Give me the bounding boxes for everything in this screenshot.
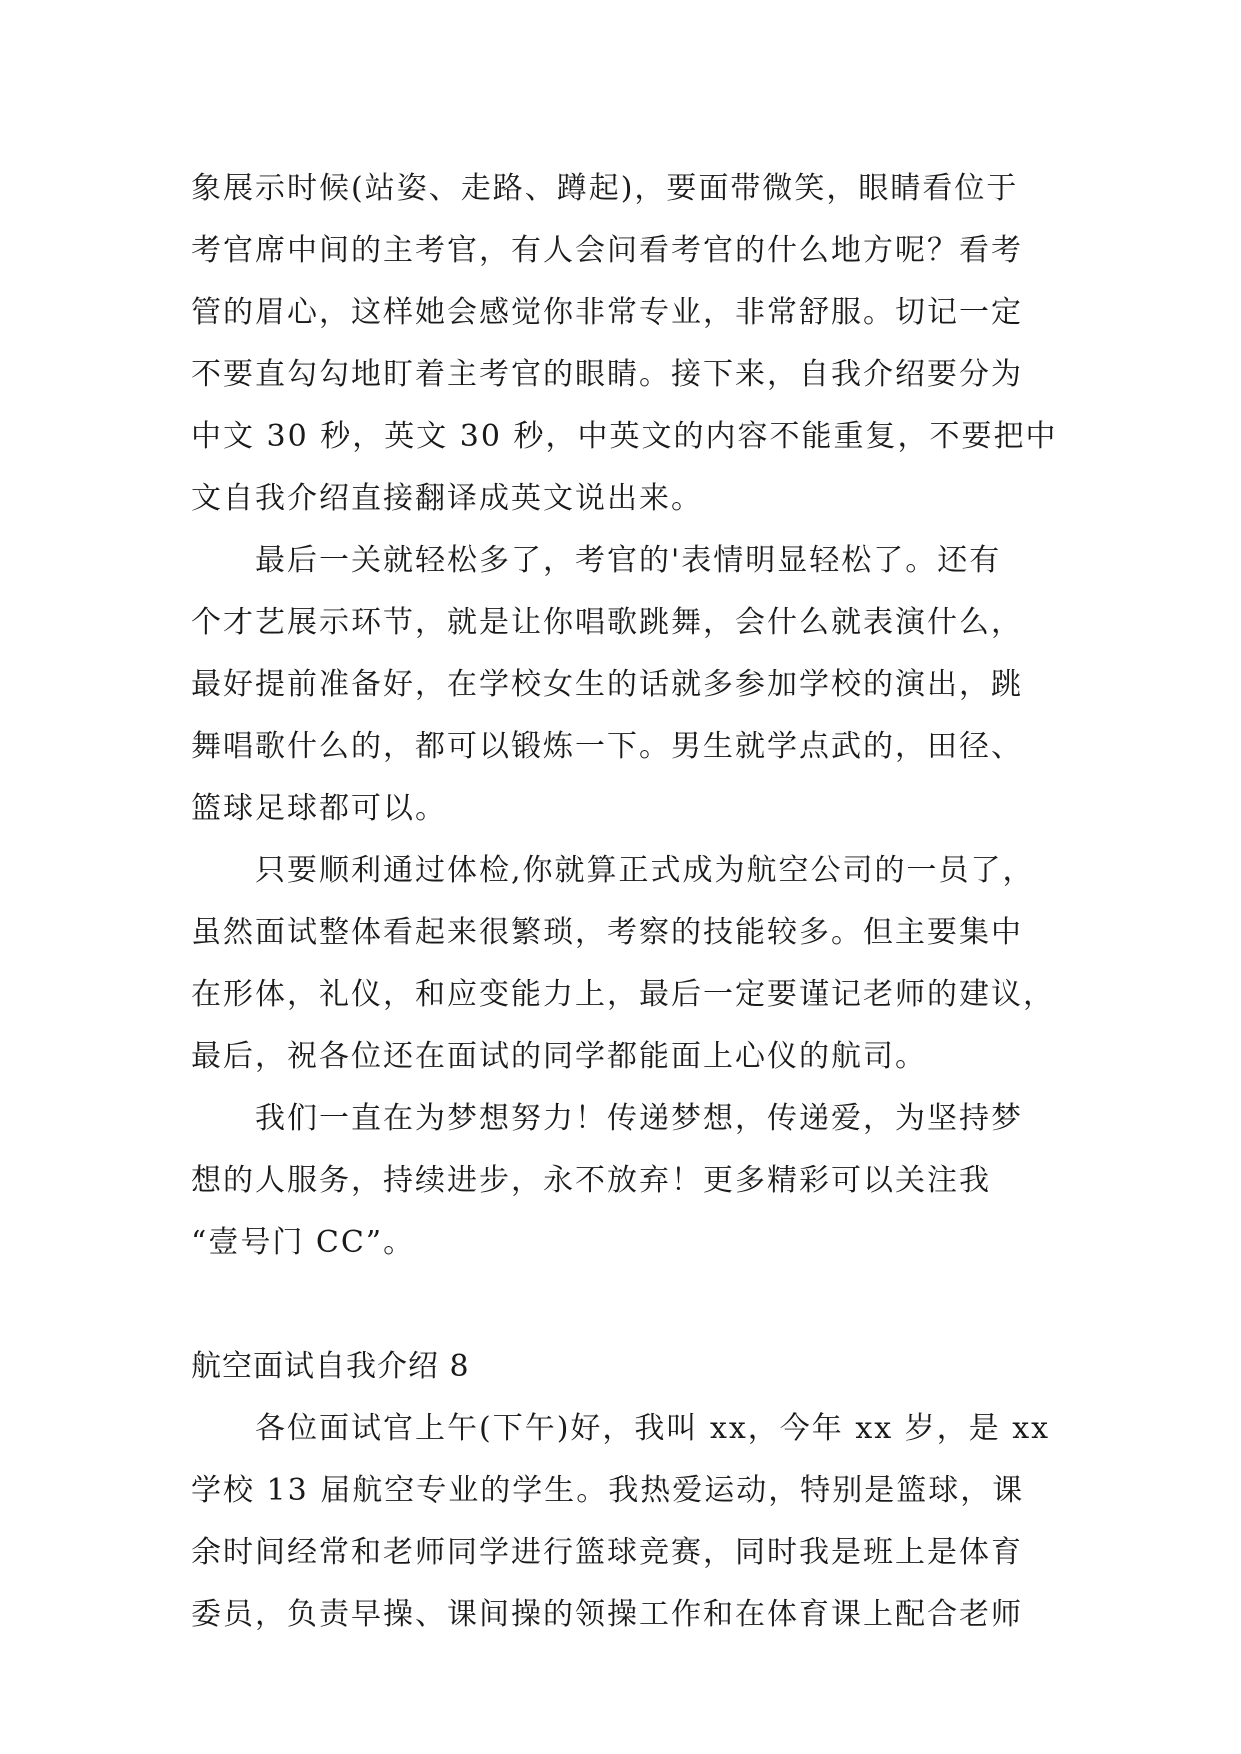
paragraph-1 <box>191 158 1058 530</box>
text-line: 篮球足球都可以。 <box>191 791 447 826</box>
text-line: 最后，祝各位还在面试的同学都能面上心仪的航司。 <box>191 1039 927 1074</box>
text-line: 我们一直在为梦想努力！传递梦想，传递爱，为坚持梦 <box>255 1101 1023 1136</box>
text-line: 只要顺利通过体检,你就算正式成为航空公司的一员了， <box>255 853 1035 888</box>
text-line: 中文 30 秒，英文 30 秒，中英文的内容不能重复，不要把中 <box>191 419 1058 454</box>
text-line: 各位面试官上午(下午)好，我叫 xx，今年 xx 岁，是 xx <box>255 1411 1051 1446</box>
text-line: 余时间经常和老师同学进行篮球竞赛，同时我是班上是体育 <box>191 1535 1023 1570</box>
text-line: 委员，负责早操、课间操的领操工作和在体育课上配合老师 <box>191 1597 1023 1632</box>
section-title: 航空面试自我介绍 8 <box>191 1349 470 1384</box>
text-line: 学校 13 届航空专业的学生。我热爱运动，特别是篮球，课 <box>191 1473 1025 1508</box>
text-line: 虽然面试整体看起来很繁琐，考察的技能较多。但主要集中 <box>191 915 1023 950</box>
text-line: 不要直勾勾地盯着主考官的眼睛。接下来，自我介绍要分为 <box>191 357 1023 392</box>
document-page <box>191 158 1058 1646</box>
text-line: 个才艺展示环节，就是让你唱歌跳舞，会什么就表演什么， <box>191 605 1023 640</box>
text-line: 在形体，礼仪，和应变能力上，最后一定要谨记老师的建议， <box>191 977 1055 1012</box>
text-line: 舞唱歌什么的，都可以锻炼一下。男生就学点武的，田径、 <box>191 729 1023 764</box>
paragraph-2 <box>191 530 1051 840</box>
text-line: 考官席中间的主考官，有人会问看考官的什么地方呢？看考 <box>191 233 1023 268</box>
text-line: 最好提前准备好，在学校女生的话就多参加学校的演出，跳 <box>191 667 1023 702</box>
section-paragraph <box>191 1398 1051 1646</box>
section-spacer <box>191 1274 1051 1336</box>
paragraph-3 <box>191 840 1055 1088</box>
paragraph-4 <box>191 1088 1051 1274</box>
text-line: 想的人服务，持续进步，永不放弃！更多精彩可以关注我 <box>191 1163 991 1198</box>
text-line: 象展示时候(站姿、走路、蹲起)，要面带微笑，眼睛看位于 <box>191 171 1019 206</box>
text-line: 最后一关就轻松多了，考官的'表情明显轻松了。还有 <box>255 543 1002 578</box>
text-line: “壹号门 CC”。 <box>191 1225 416 1260</box>
text-line: 文自我介绍直接翻译成英文说出来。 <box>191 481 703 516</box>
text-line: 管的眉心，这样她会感觉你非常专业，非常舒服。切记一定 <box>191 295 1023 330</box>
